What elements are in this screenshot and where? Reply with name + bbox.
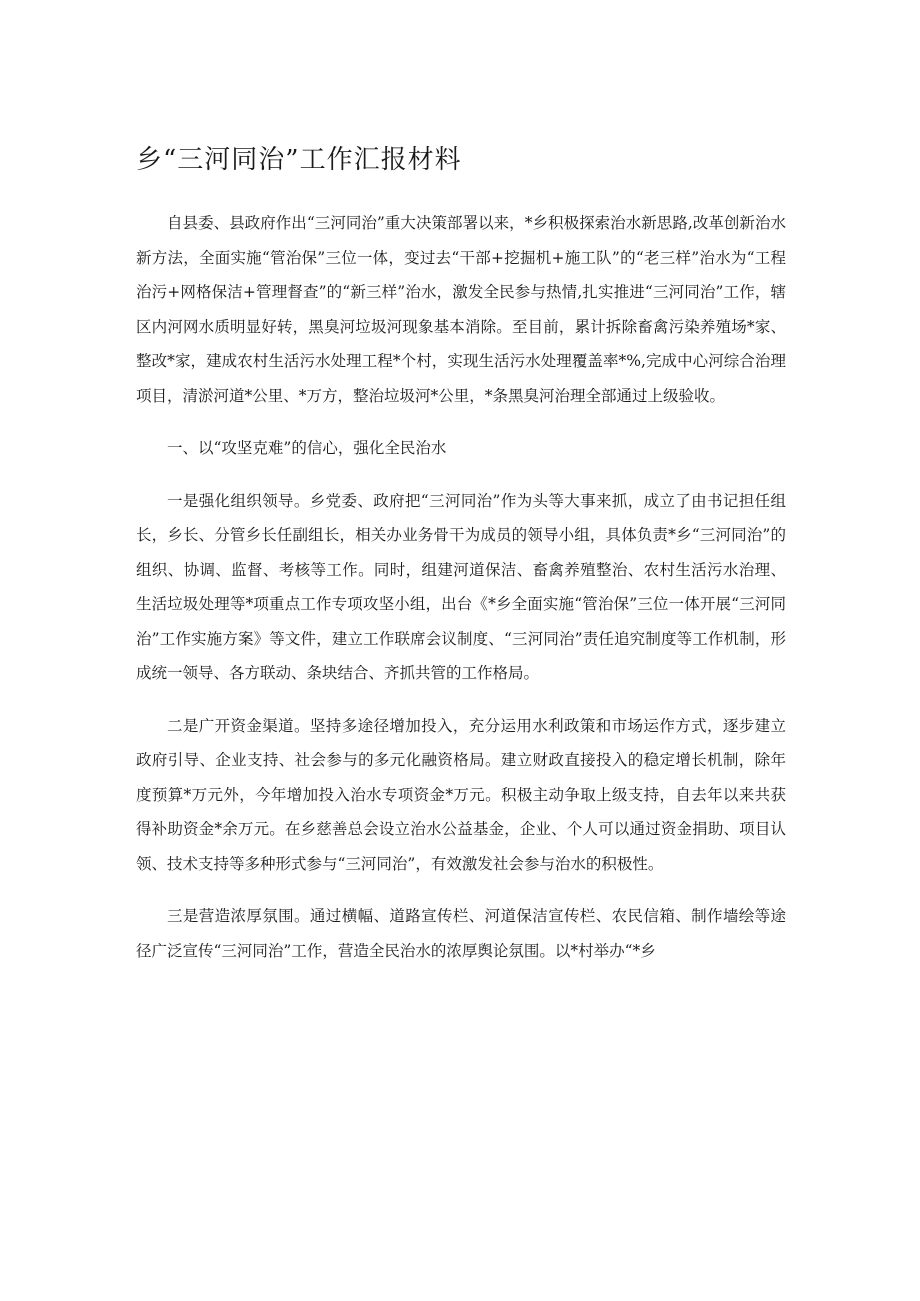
section-heading-1: 一、以“攻坚克难”的信心，强化全民治水 [167,439,447,457]
paragraph-atmosphere: 三是营造浓厚氛围。通过横幅、道路宣传栏、河道保洁宣传栏、农民信箱、制作墙绘等途径广泛宣传“三河同治”工作，营造全民治水的浓厚舆论氛围。以*村举办“*乡 [136,907,786,960]
intro-paragraph: 自县委、县政府作出“三河同治”重大决策部署以来，*乡积极探索治水新思路,改革创新治水新方法，全面实施“管治保”三位一体，变过去“干部+挖掘机+施工队”的“老三样”治水为“工程治污+网格保洁+管理督查”的“新三样”治水，激发全民参与热情,扎实推进“三河同治”工作，辖区内河网水质明显好转，黑臭河垃圾河现象基本消除。至目前，累计拆除畜禽污染养殖场*家、整改*家，建成农村生活污水处理工程*个村，实现生活污水处理覆盖率*%,完成中心河综合治理项目，清淤河道*公里、*万方，整治垃圾河*公里，*条黑臭河治理全部通过上级验收。 [136,214,786,405]
document-body [136,206,786,986]
paragraph-funding: 二是广开资金渠道。坚持多途径增加投入，充分运用水利政策和市场运作方式，逐步建立政府引导、企业支持、社会参与的多元化融资格局。建立财政直接投入的稳定增长机制，除年度预算*万元外，今年增加投入治水专项资金*万元。积极主动争取上级支持，自去年以来共获得补助资金*余万元。在乡慈善总会设立治水公益基金，企业、个人可以通过资金捐助、项目认领、技术支持等多种形式参与“三河同治”，有效激发社会参与治水的积极性。 [136,716,786,873]
paragraph-organization: 一是强化组织领导。乡党委、政府把“三河同治”作为头等大事来抓，成立了由书记担任组长，乡长、分管乡长任副组长，相关办业务骨干为成员的领导小组，具体负责*乡“三河同治”的组织、协调、监督、考核等工作。同时，组建河道保洁、畜禽养殖整治、农村生活污水治理、生活垃圾处理等*项重点工作专项攻坚小组，出台《*乡全面实施“管治保”三位一体开展“三河同治”工作实施方案》等文件，建立工作联席会议制度、“三河同治”责任追究制度等工作机制，形成统一领导、各方联动、条块结合、齐抓共管的工作格局。 [136,491,786,682]
document-title: 乡“三河同治”工作汇报材料 [136,145,462,175]
